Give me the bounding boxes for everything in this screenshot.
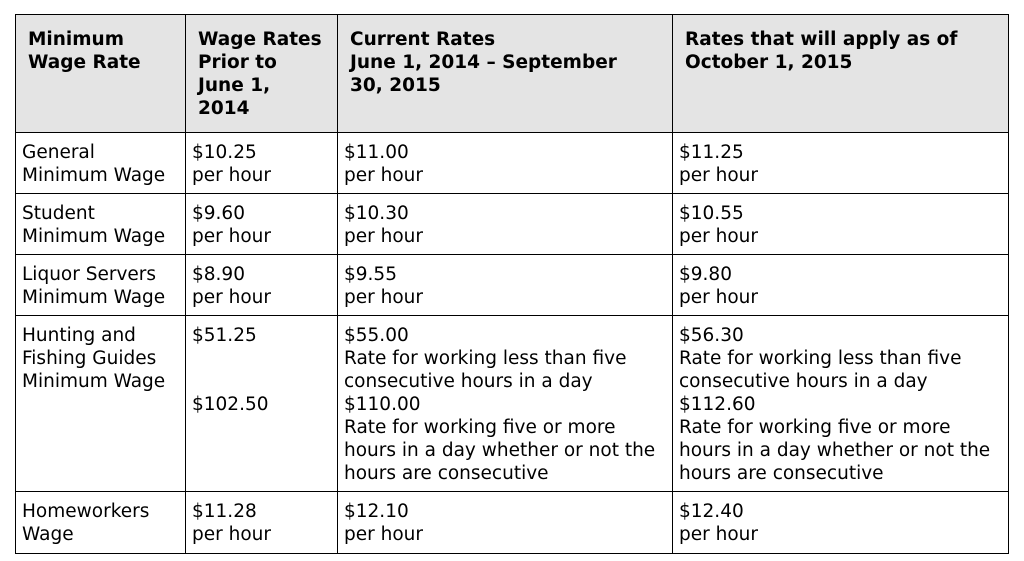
cell-text: $112.60 xyxy=(679,394,756,415)
prior-rate-cell xyxy=(186,133,338,194)
header-text: 30, 2015 xyxy=(350,75,441,96)
header-text: June 1, xyxy=(198,75,271,96)
header-text: Minimum xyxy=(28,29,124,50)
minimum-wage-table xyxy=(15,14,1009,554)
table-row xyxy=(16,194,1009,255)
wage-type-cell xyxy=(16,316,186,492)
prior-rate-cell xyxy=(186,492,338,554)
cell-text: $55.00 xyxy=(344,325,409,346)
cell-text: per hour xyxy=(679,165,758,186)
header-prior-rates xyxy=(186,15,338,133)
future-rate-cell xyxy=(673,492,1009,554)
future-rate-cell xyxy=(673,194,1009,255)
cell-text: Wage xyxy=(22,524,74,545)
header-text: Wage Rate xyxy=(28,52,141,73)
header-text: October 1, 2015 xyxy=(685,52,853,73)
cell-text: $9.60 xyxy=(192,203,245,224)
cell-text: General xyxy=(22,142,95,163)
cell-text: $10.55 xyxy=(679,203,744,224)
table-row xyxy=(16,133,1009,194)
cell-text: Fishing Guides xyxy=(22,348,157,369)
cell-text: per hour xyxy=(192,226,271,247)
cell-text: Rate for working less than five xyxy=(679,348,962,369)
cell-text: $8.90 xyxy=(192,264,245,285)
cell-text: $12.10 xyxy=(344,501,409,522)
cell-text: $10.25 xyxy=(192,142,257,163)
cell-text: Hunting and xyxy=(22,325,136,346)
current-rate-cell xyxy=(338,194,673,255)
cell-text: Minimum Wage xyxy=(22,371,166,392)
wage-type-cell xyxy=(16,133,186,194)
cell-text: $110.00 xyxy=(344,394,421,415)
table-row xyxy=(16,492,1009,554)
cell-text: Minimum Wage xyxy=(22,165,166,186)
cell-text: Student xyxy=(22,203,95,224)
cell-text: hours in a day whether or not the xyxy=(679,440,991,461)
header-text: 2014 xyxy=(198,98,250,119)
cell-text: $56.30 xyxy=(679,325,744,346)
header-minimum-wage-rate xyxy=(16,15,186,133)
cell-text: $11.00 xyxy=(344,142,409,163)
future-rate-cell xyxy=(673,316,1009,492)
cell-text: Homeworkers xyxy=(22,501,150,522)
cell-text: per hour xyxy=(344,287,423,308)
cell-text: per hour xyxy=(679,226,758,247)
cell-text: Rate for working five or more xyxy=(344,417,616,438)
wage-type-cell xyxy=(16,492,186,554)
cell-text: Rate for working less than five xyxy=(344,348,627,369)
cell-text: $12.40 xyxy=(679,501,744,522)
header-text: Wage Rates xyxy=(198,29,322,50)
cell-text: $102.50 xyxy=(192,394,269,415)
cell-text: per hour xyxy=(344,524,423,545)
cell-text: Minimum Wage xyxy=(22,287,166,308)
cell-text: per hour xyxy=(344,226,423,247)
future-rate-cell xyxy=(673,133,1009,194)
cell-text: Liquor Servers xyxy=(22,264,157,285)
cell-text: $9.55 xyxy=(344,264,397,285)
current-rate-cell xyxy=(338,133,673,194)
cell-text: per hour xyxy=(192,524,271,545)
cell-text: per hour xyxy=(344,165,423,186)
header-text: June 1, 2014 – September xyxy=(350,52,617,73)
cell-text: hours in a day whether or not the xyxy=(344,440,656,461)
cell-text: $11.25 xyxy=(679,142,744,163)
header-text: Rates that will apply as of xyxy=(685,29,958,50)
current-rate-cell xyxy=(338,316,673,492)
prior-rate-cell xyxy=(186,255,338,316)
cell-text: per hour xyxy=(679,287,758,308)
cell-text: hours are consecutive xyxy=(344,463,549,484)
header-text: Current Rates xyxy=(350,29,496,50)
table-row xyxy=(16,255,1009,316)
spacer xyxy=(192,370,331,393)
cell-text: $9.80 xyxy=(679,264,732,285)
future-rate-cell xyxy=(673,255,1009,316)
header-current-rates xyxy=(338,15,673,133)
cell-text: per hour xyxy=(192,287,271,308)
header-future-rates xyxy=(673,15,1009,133)
cell-text: $51.25 xyxy=(192,325,257,346)
table-header-row xyxy=(16,15,1009,133)
current-rate-cell xyxy=(338,492,673,554)
prior-rate-cell xyxy=(186,194,338,255)
cell-text: $10.30 xyxy=(344,203,409,224)
wage-type-cell xyxy=(16,255,186,316)
wage-type-cell xyxy=(16,194,186,255)
cell-text: hours are consecutive xyxy=(679,463,884,484)
cell-text: consecutive hours in a day xyxy=(679,371,928,392)
cell-text: Rate for working five or more xyxy=(679,417,951,438)
cell-text: per hour xyxy=(192,165,271,186)
cell-text: Minimum Wage xyxy=(22,226,166,247)
header-text: Prior to xyxy=(198,52,277,73)
cell-text: consecutive hours in a day xyxy=(344,371,593,392)
current-rate-cell xyxy=(338,255,673,316)
cell-text: per hour xyxy=(679,524,758,545)
cell-text: $11.28 xyxy=(192,501,257,522)
prior-rate-cell xyxy=(186,316,338,492)
spacer xyxy=(192,347,331,370)
table-row xyxy=(16,316,1009,492)
